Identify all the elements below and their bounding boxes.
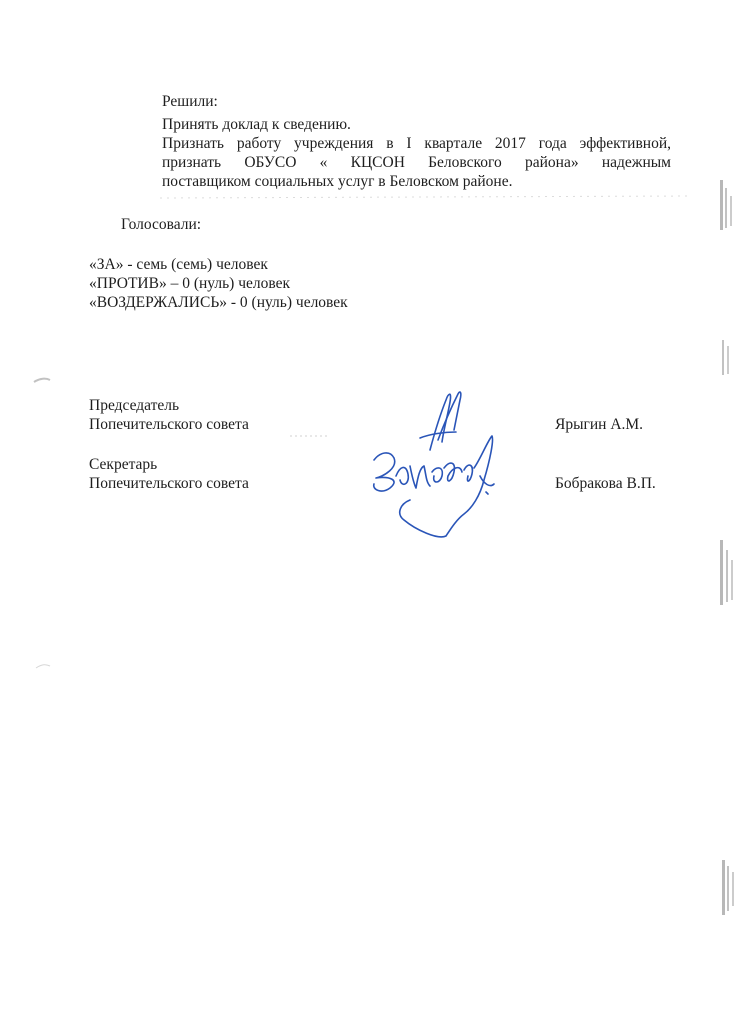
chair-role-org: Попечительского совета <box>89 416 249 433</box>
decision-item-recognize-work <box>162 134 671 191</box>
vote-abstained: «ВОЗДЕРЖАЛИСЬ» - 0 (нуль) человек <box>89 294 348 311</box>
chair-name: Ярыгин А.М. <box>555 416 644 433</box>
chair-role-title: Председатель <box>89 397 180 414</box>
decision-item-line: признать ОБУСО « КЦСОН Беловского района» надежным <box>162 154 671 171</box>
decision-item-line: Признать работу учреждения в I квартале 2017 года эффективной, <box>162 135 671 152</box>
decision-item-line: поставщиком социальных услуг в Беловском районе. <box>162 173 513 190</box>
secretary-name: Бобракова В.П. <box>555 475 656 492</box>
secretary-role-org: Попечительского совета <box>89 475 249 492</box>
vote-for: «ЗА» - семь (семь) человек <box>89 256 268 273</box>
secretary-role-title: Секретарь <box>89 456 158 473</box>
handwritten-signature <box>360 380 520 540</box>
voting-heading: Голосовали: <box>121 216 202 233</box>
decision-heading: Решили: <box>162 93 218 110</box>
vote-against: «ПРОТИВ» – 0 (нуль) человек <box>89 275 290 292</box>
decision-item-accept-report: Принять доклад к сведению. <box>162 116 351 133</box>
